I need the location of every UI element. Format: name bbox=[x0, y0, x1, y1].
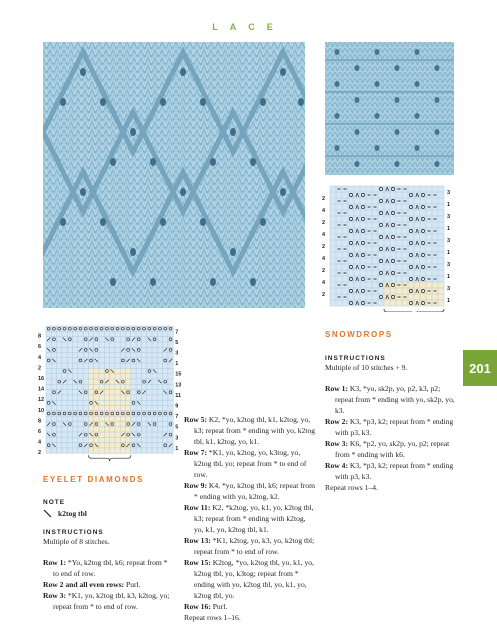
eyelet-diamonds-title: EYELET DIAMONDS bbox=[43, 475, 144, 484]
chart-row-number: 2 bbox=[38, 450, 42, 457]
snowdrops-multiple: Multiple of 10 stitches + 9. bbox=[325, 363, 408, 372]
eyelet-instructions-heading: INSTRUCTIONS bbox=[43, 529, 104, 536]
sk2p-symbol: Λ bbox=[385, 211, 390, 217]
chart-row-number: 3 bbox=[447, 286, 451, 292]
chart-row-number: 10 bbox=[38, 407, 45, 414]
eyelet-multiple: Multiple of 8 stitches. bbox=[43, 537, 110, 546]
sk2p-symbol: Λ bbox=[355, 301, 360, 307]
sk2p-symbol: Λ bbox=[355, 229, 360, 235]
eyelet-rows-col1 bbox=[43, 557, 173, 612]
sk2p-symbol: Λ bbox=[385, 283, 390, 289]
eyelet-row: Row 2 and all even rows: Purl. bbox=[43, 580, 141, 589]
note-heading: NOTE bbox=[43, 499, 66, 506]
snowdrops-title: SNOWDROPS bbox=[325, 330, 393, 339]
eyelet-row: Row 5: K2, *yo, k2tog tbl, k1, k2tog, yo, k3; repeat from * ending with yo, k2tog tbl, k1, k2tog, yo, k1. bbox=[184, 415, 316, 446]
eyelet-row: Row 15: K2tog, *yo, k2tog tbl, yo, k1, yo, k2tog tbl, yo, k3tog; repeat from * ending with yo, k2tog tbl, yo, k1, yo, k2tog tbl, yo. bbox=[184, 558, 314, 600]
chart-row-number: 1 bbox=[447, 298, 451, 304]
row-label: Row 7: bbox=[184, 448, 207, 457]
sk2p-symbol: Λ bbox=[385, 247, 390, 253]
snowdrops-row: Row 3: K6, *p2, yo, sk2p, yo, p2; repeat from * ending with k6. bbox=[325, 439, 450, 459]
sk2p-symbol: Λ bbox=[355, 289, 360, 295]
row-label: Row 9: bbox=[184, 481, 207, 490]
chart-row-number: 4 bbox=[38, 439, 42, 446]
chart-row-number: 16 bbox=[38, 376, 45, 382]
eyelet-diamonds-chart bbox=[38, 322, 182, 464]
chart-row-number: 3 bbox=[175, 435, 179, 442]
row-label: Row 2 and all even rows: bbox=[43, 580, 125, 589]
row-label: Row 5: bbox=[184, 415, 207, 424]
chart-row-number: 3 bbox=[447, 190, 451, 196]
row-label: Row 1: bbox=[43, 558, 66, 567]
chart-row-number: 9 bbox=[175, 403, 179, 410]
sk2p-symbol: Λ bbox=[355, 277, 360, 283]
eyelet-row: Row 3: *K1, yo, k2tog tbl, k3, k2tog, yo; repeat from * to end of row. bbox=[43, 591, 170, 611]
sk2p-symbol: Λ bbox=[355, 265, 360, 271]
row-label: Row 11: bbox=[184, 503, 211, 512]
note-symbol-label: k2tog tbl bbox=[58, 509, 87, 518]
chart-row-number: 5 bbox=[175, 424, 179, 431]
sk2p-symbol: Λ bbox=[385, 187, 390, 193]
sk2p-symbol: Λ bbox=[355, 241, 360, 247]
sk2p-symbol: Λ bbox=[415, 289, 420, 295]
sk2p-symbol: Λ bbox=[355, 217, 360, 223]
chart-row-number: 1 bbox=[175, 445, 179, 452]
chart-row-number: 7 bbox=[175, 414, 179, 421]
sk2p-symbol: Λ bbox=[415, 301, 420, 307]
eyelet-row: Row 13: *K1, k2tog, yo, k3, yo, k2tog tbl; repeat from * to end of row. bbox=[184, 536, 315, 556]
chart-row-number: 8 bbox=[38, 333, 42, 340]
snowdrops-repeat: Repeat rows 1–4. bbox=[325, 483, 378, 492]
sk2p-symbol: Λ bbox=[415, 205, 420, 211]
sk2p-symbol: Λ bbox=[415, 253, 420, 259]
chart-row-number: 3 bbox=[447, 238, 451, 244]
row-label: Row 15: bbox=[184, 558, 211, 567]
row-label: Row 3: bbox=[325, 439, 348, 448]
chart-row-number: 2 bbox=[322, 196, 326, 202]
chart-row-number: 12 bbox=[38, 397, 45, 404]
chart-row-number: 2 bbox=[322, 292, 326, 298]
row-label: Row 4: bbox=[325, 461, 348, 470]
sk2p-symbol: Λ bbox=[415, 265, 420, 271]
snowdrops-col bbox=[325, 330, 460, 493]
chart-row-number: 7 bbox=[175, 329, 179, 336]
chart-row-number: 8 bbox=[38, 418, 42, 425]
snowdrops-instructions-heading: INSTRUCTIONS bbox=[325, 355, 386, 362]
sk2p-symbol: Λ bbox=[415, 229, 420, 235]
chart-row-number: 2 bbox=[322, 244, 326, 250]
row-label: Row 2: bbox=[325, 417, 348, 426]
chart-row-number: 15 bbox=[175, 371, 182, 378]
chart-row-number: 2 bbox=[322, 268, 326, 274]
sk2p-symbol: Λ bbox=[415, 241, 420, 247]
row-label: Row 3: bbox=[43, 591, 66, 600]
sk2p-symbol: Λ bbox=[355, 193, 360, 199]
snowdrops-photo bbox=[325, 42, 454, 175]
chart-row-number: 3 bbox=[447, 214, 451, 220]
chart-row-number: 4 bbox=[322, 232, 326, 238]
row-label: Row 16: bbox=[184, 602, 211, 611]
snowdrops-row: Row 1: K3, *yo, sk2p, yo, p2, k3, p2; repeat from * ending with yo, sk2p, yo, k3. bbox=[325, 384, 455, 415]
eyelet-diamonds-photo bbox=[43, 42, 305, 308]
snowdrops-row: Row 4: K3, *p3, k2; repeat from * ending with p3, k3. bbox=[325, 461, 454, 481]
chart-row-number: 1 bbox=[447, 226, 451, 232]
chart-row-number: 4 bbox=[38, 354, 42, 361]
sk2p-symbol: Λ bbox=[385, 271, 390, 277]
chart-row-number: 3 bbox=[175, 350, 179, 357]
sk2p-symbol: Λ bbox=[385, 259, 390, 265]
snowdrops-row: Row 2: K3, *p3, k2; repeat from * ending with p3, k3. bbox=[325, 417, 454, 437]
chart-row-number: 3 bbox=[447, 262, 451, 268]
sk2p-symbol: Λ bbox=[415, 217, 420, 223]
sk2p-symbol: Λ bbox=[385, 235, 390, 241]
chart-row-number: 5 bbox=[175, 339, 179, 346]
sk2p-symbol: Λ bbox=[385, 295, 390, 301]
chart-row-number: 6 bbox=[38, 344, 42, 351]
note-line bbox=[43, 508, 173, 519]
chart-row-number: 1 bbox=[175, 361, 179, 368]
section-header: LACE bbox=[212, 22, 285, 32]
chart-row-number: 1 bbox=[447, 202, 451, 208]
repeat-brace bbox=[88, 455, 130, 461]
chart-row-number: 13 bbox=[175, 382, 182, 389]
chart-row-number: 1 bbox=[447, 274, 451, 280]
repeat-brace bbox=[384, 309, 444, 312]
sk2p-symbol: Λ bbox=[355, 253, 360, 259]
chart-row-number: 2 bbox=[38, 365, 42, 372]
chart-row-number: 6 bbox=[38, 429, 42, 435]
row-label: Row 1: bbox=[325, 384, 348, 393]
sk2p-symbol: Λ bbox=[415, 277, 420, 283]
chart-row-number: 4 bbox=[322, 208, 326, 214]
eyelet-row: Row 11: K2, *k2tog, yo, k1, yo, k2tog tbl, k3; repeat from * ending with k2tog, yo, k1, yo, k2tog tbl, k1. bbox=[184, 503, 314, 534]
k2tog-tbl-symbol-icon bbox=[43, 509, 53, 518]
snowdrops-chart bbox=[318, 182, 460, 312]
page-number-tab: 201 bbox=[463, 350, 497, 386]
chart-row-number: 11 bbox=[175, 392, 182, 399]
row-label: Row 13: bbox=[184, 536, 211, 545]
eyelet-row: Row 7: *K1, yo, k2tog, yo, k3tog, yo, k2tog tbl, yo; repeat from * to end of row. bbox=[184, 448, 307, 479]
eyelet-repeat: Repeat rows 1–16. bbox=[184, 613, 241, 622]
snowdrops-rows bbox=[325, 383, 460, 493]
sk2p-symbol: Λ bbox=[415, 193, 420, 199]
eyelet-row: Row 1: *Yo, k2tog tbl, k6; repeat from * to end of row. bbox=[43, 558, 168, 578]
sk2p-symbol: Λ bbox=[385, 223, 390, 229]
chart-row-number: 4 bbox=[322, 280, 326, 286]
eyelet-row: Row 9: K4, *yo, k2tog tbl, k6; repeat from * ending with yo, k2tog, k2. bbox=[184, 481, 315, 501]
eyelet-rows-col2 bbox=[184, 414, 316, 623]
chart-row-number: 1 bbox=[447, 250, 451, 256]
eyelet-row: Row 16: Purl. bbox=[184, 602, 228, 611]
chart-row-number: 14 bbox=[38, 386, 45, 393]
sk2p-symbol: Λ bbox=[355, 205, 360, 211]
chart-row-number: 4 bbox=[322, 256, 326, 262]
sk2p-symbol: Λ bbox=[385, 199, 390, 205]
chart-row-number: 2 bbox=[322, 220, 326, 226]
eyelet-diamonds-col1 bbox=[43, 475, 173, 612]
